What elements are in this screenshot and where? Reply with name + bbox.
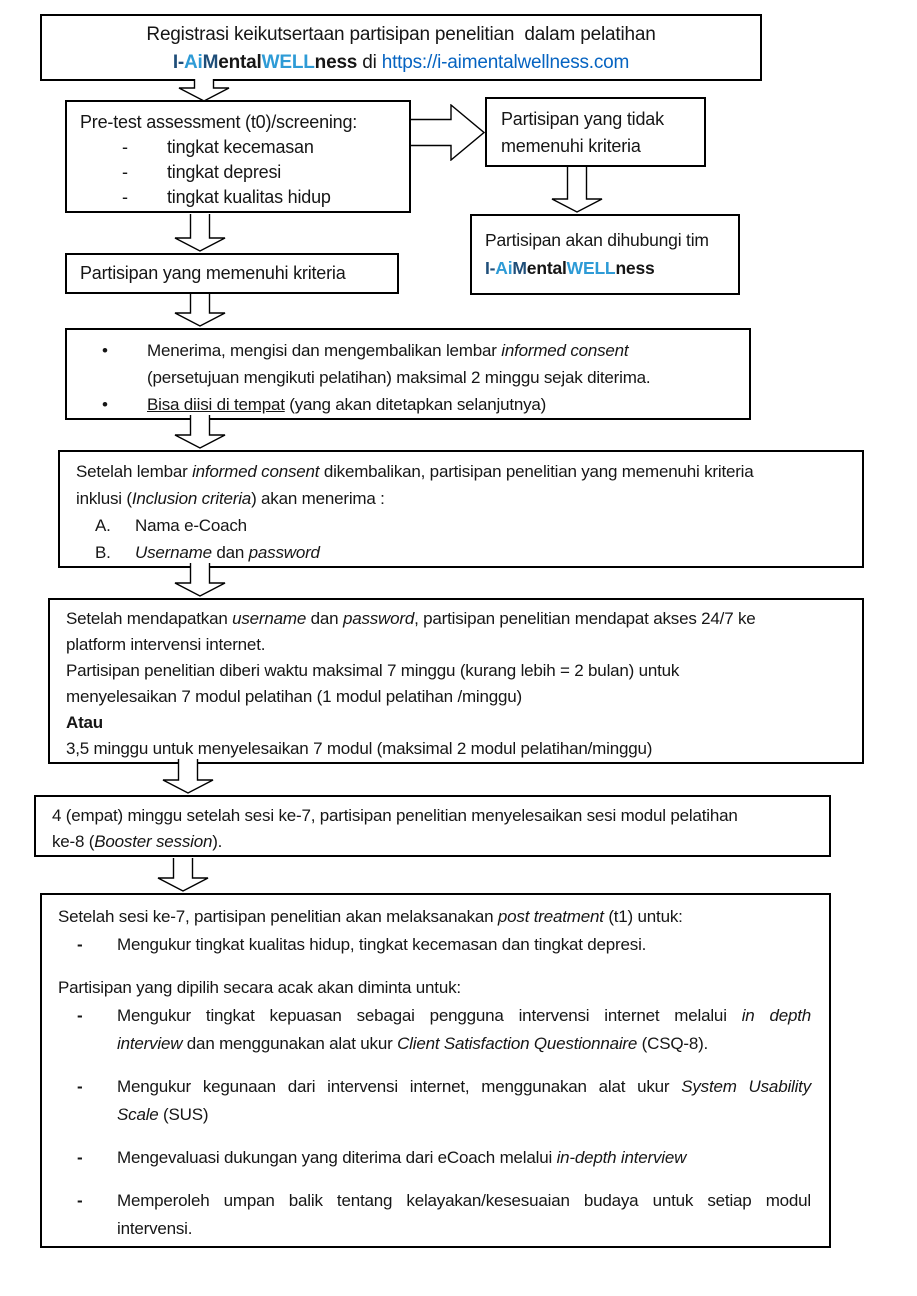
brand-name: I-AiMentalWELLness	[172, 52, 358, 73]
informed-consent-bullets-box	[65, 328, 751, 420]
dash-marker: -	[122, 187, 128, 207]
dash-item	[58, 1073, 813, 1129]
post-intro: Setelah sesi ke-7, partisipan penelitian akan melaksanakan post treatment (t1) untuk:	[58, 907, 683, 926]
arrow-pretest-to-eligible-icon	[172, 214, 228, 252]
arrow-title-to-pretest-icon	[176, 79, 232, 102]
bullet-marker: •	[102, 395, 108, 414]
bullet-item-text: Menerima, mengisi dan mengembalikan lembar informed consent (persetujuan mengikuti pelatihan) maksimal 2 minggu sejak diterima.	[147, 341, 651, 387]
dash-item	[58, 1144, 813, 1172]
access-atau: Atau	[66, 713, 103, 732]
booster-text: 4 (empat) minggu setelah sesi ke-7, partisipan penelitian menyelesaikan sesi modul pelatihan ke-8 (Booster session).	[52, 806, 738, 851]
arrow-booster-to-post-icon	[155, 858, 211, 892]
pretest-item	[67, 135, 409, 160]
line: Scale (SUS)	[117, 1105, 209, 1124]
pretest-heading: Pre-test assessment (t0)/screening:	[80, 112, 358, 132]
line: intervensi.	[117, 1219, 193, 1238]
access-paragraph-1: Setelah mendapatkan username dan password, partisipan penelitian mendapat akses 24/7 ke platform intervensi internet.	[66, 609, 756, 654]
dash-marker: -	[122, 137, 128, 157]
booster-session-box	[34, 795, 831, 857]
dash-item	[58, 1002, 813, 1058]
website-link[interactable]: https://i-aimentalwellness.com	[381, 52, 630, 73]
eligible-text: Partisipan yang memenuhi kriteria	[80, 263, 346, 283]
pretest-box	[65, 100, 411, 213]
bullet-marker: •	[102, 341, 108, 360]
post-middle: Partisipan yang dipilih secara acak akan diminta untuk:	[58, 978, 461, 997]
pretest-item-label: tingkat depresi	[167, 162, 282, 182]
after-consent-intro: Setelah lembar informed consent dikembalikan, partisipan penelitian yang memenuhi kriteria inklusi (Inclusion criteria) akan menerima :	[76, 462, 754, 508]
dash-item-text: Mengevaluasi dukungan yang diterima dari eCoach melalui in-depth interview	[117, 1148, 687, 1167]
dash-item-text	[117, 1073, 813, 1129]
bullet-item	[67, 391, 749, 418]
pretest-item	[67, 160, 409, 185]
arrow-bullets-to-after-consent-icon	[172, 415, 228, 449]
arrow-access-to-booster-icon	[160, 759, 216, 794]
contacted-line1: Partisipan akan dihubungi tim	[485, 230, 709, 250]
contacted-box	[470, 214, 740, 295]
item-label: A.	[95, 516, 111, 535]
item-label: B.	[95, 543, 111, 562]
dash-marker: -	[122, 162, 128, 182]
dash-marker: -	[77, 1191, 83, 1210]
line: interview dan menggunakan alat ukur Client Satisfaction Questionnaire (CSQ-8).	[117, 1034, 709, 1053]
dash-marker: -	[77, 1006, 83, 1025]
eligible-box	[65, 253, 399, 294]
arrow-pretest-to-noteligible-icon	[411, 104, 485, 161]
bullet-item	[67, 337, 749, 391]
title-line2	[42, 49, 760, 77]
dash-marker: -	[77, 1077, 83, 1096]
title-line1: Registrasi keikutsertaan partisipan penelitian dalam pelatihan	[146, 24, 656, 45]
dash-item-text	[117, 1187, 813, 1243]
not-eligible-box	[485, 97, 706, 167]
dash-item	[58, 1187, 813, 1243]
title-box	[40, 14, 762, 81]
not-eligible-text: Partisipan yang tidak memenuhi kriteria	[501, 109, 664, 156]
brand-name: I-AiMentalWELLness	[485, 258, 655, 278]
justified-line: Mengukur kegunaan dari intervensi internet, menggunakan alat ukur System Usability	[117, 1077, 811, 1096]
pretest-item	[67, 185, 409, 210]
dash-item	[58, 931, 813, 959]
arrow-eligible-to-consent-bullets-icon	[172, 294, 228, 327]
access-paragraph-2: Partisipan penelitian diberi waktu maksimal 7 minggu (kurang lebih = 2 bulan) untuk menyelesaikan 7 modul pelatihan (1 modul pelatihan /minggu)	[66, 661, 680, 706]
dash-item-text: Mengukur tingkat kualitas hidup, tingkat kecemasan dan tingkat depresi.	[117, 935, 647, 954]
arrow-noteligible-to-contacted-icon	[548, 167, 606, 213]
dash-marker: -	[77, 1148, 83, 1167]
bullet-item-text: Bisa diisi di tempat (yang akan ditetapkan selanjutnya)	[147, 395, 547, 414]
access-paragraph-4: 3,5 minggu untuk menyelesaikan 7 modul (maksimal 2 modul pelatihan/minggu)	[66, 739, 653, 758]
lettered-item	[76, 539, 846, 566]
justified-line: Mengukur tingkat kepuasan sebagai pengguna intervensi internet melalui in depth	[117, 1006, 811, 1025]
platform-access-box	[48, 598, 864, 764]
dash-marker: -	[77, 935, 83, 954]
item-text: Username dan password	[135, 543, 320, 562]
title-di-text: di	[357, 52, 382, 73]
after-consent-box	[58, 450, 864, 568]
lettered-item	[76, 512, 846, 539]
item-text: Nama e-Coach	[135, 516, 247, 535]
dash-item-text	[117, 1002, 813, 1058]
arrow-consent-to-access-icon	[172, 563, 228, 597]
justified-line: Memperoleh umpan balik tentang kelayakan/kesesuaian budaya untuk setiap modul	[117, 1191, 811, 1210]
post-treatment-box	[40, 893, 831, 1248]
pretest-item-label: tingkat kecemasan	[167, 137, 314, 157]
pretest-item-label: tingkat kualitas hidup	[167, 187, 331, 207]
